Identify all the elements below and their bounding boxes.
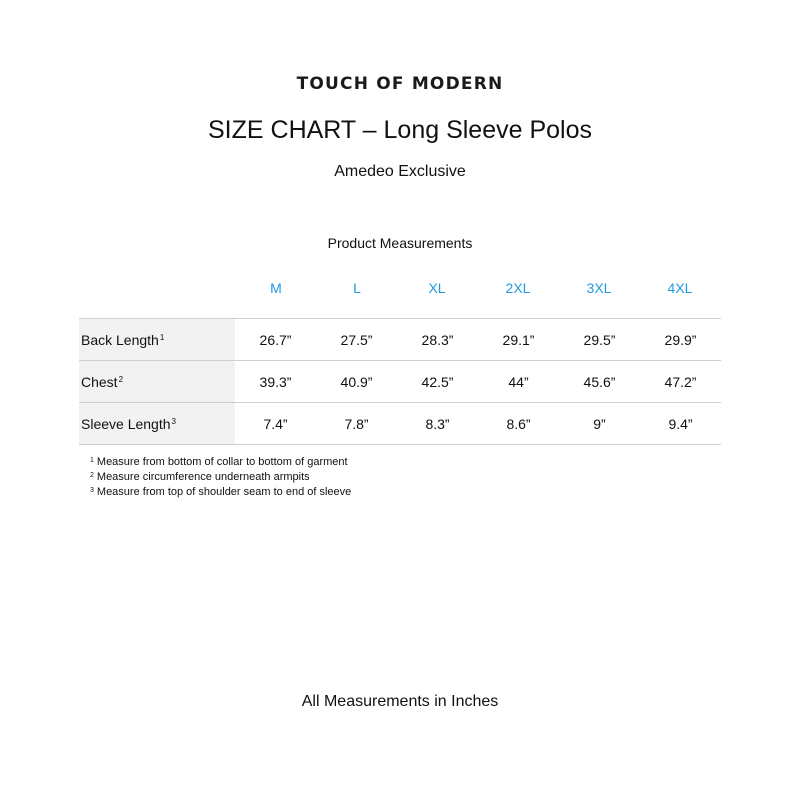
footnote-number: 1 bbox=[90, 457, 94, 464]
row-label bbox=[79, 319, 235, 361]
table-cell: 8.6” bbox=[478, 403, 559, 445]
table-cell: 42.5” bbox=[397, 361, 478, 403]
table-cell: 8.3” bbox=[397, 403, 478, 445]
table-cell: 29.5” bbox=[559, 319, 640, 361]
table-cell: 27.5” bbox=[316, 319, 397, 361]
brand-logo: TOUCH OF MODERN bbox=[296, 74, 504, 94]
table-cell: 39.3” bbox=[235, 361, 316, 403]
footnote-text: Measure from bottom of collar to bottom of garment bbox=[96, 456, 348, 468]
table-cell: 29.9” bbox=[640, 319, 721, 361]
row-label-text: Sleeve Length bbox=[81, 415, 171, 432]
table-cell: 47.2” bbox=[640, 361, 721, 403]
footnote-number: 3 bbox=[90, 487, 94, 494]
measurements-table bbox=[79, 318, 721, 445]
table-cell: 7.4” bbox=[235, 403, 316, 445]
footnote-1 bbox=[89, 454, 351, 469]
table-row-chest bbox=[79, 361, 721, 403]
table-cell: 29.1” bbox=[478, 319, 559, 361]
footnotes bbox=[89, 454, 351, 499]
table-cell: 7.8” bbox=[316, 403, 397, 445]
row-label-text: Chest bbox=[81, 373, 118, 390]
row-label bbox=[79, 361, 235, 403]
footnote-3 bbox=[89, 484, 351, 499]
table-cell: 40.9” bbox=[316, 361, 397, 403]
row-label bbox=[79, 403, 235, 445]
row-label-text: Back Length bbox=[81, 331, 159, 348]
footnote-text: Measure from top of shoulder seam to end of sleeve bbox=[96, 486, 352, 498]
size-label-l: L bbox=[353, 280, 361, 296]
table-cell: 45.6” bbox=[559, 361, 640, 403]
size-label-2xl: 2XL bbox=[505, 280, 531, 296]
size-label-3xl: 3XL bbox=[586, 280, 612, 296]
page-subtitle: Amedeo Exclusive bbox=[334, 163, 466, 180]
table-cell: 26.7” bbox=[235, 319, 316, 361]
section-title: Product Measurements bbox=[327, 235, 473, 251]
units-note: All Measurements in Inches bbox=[301, 693, 499, 710]
size-label-xl: XL bbox=[428, 280, 446, 296]
page-title: SIZE CHART – Long Sleeve Polos bbox=[208, 116, 592, 144]
table-cell: 44” bbox=[478, 361, 559, 403]
footnote-2 bbox=[89, 469, 351, 484]
table-cell: 28.3” bbox=[397, 319, 478, 361]
size-label-4xl: 4XL bbox=[667, 280, 693, 296]
footnote-text: Measure circumference underneath armpits bbox=[96, 471, 310, 483]
table-cell: 9” bbox=[559, 403, 640, 445]
footnote-number: 2 bbox=[90, 472, 94, 479]
table-row-sleeve-length bbox=[79, 403, 721, 445]
size-label-m: M bbox=[270, 280, 282, 296]
table-cell: 9.4” bbox=[640, 403, 721, 445]
size-header-row bbox=[0, 280, 800, 302]
footnote-ref: 1 bbox=[159, 332, 165, 342]
table-row-back-length bbox=[79, 319, 721, 361]
footnote-ref: 2 bbox=[118, 374, 124, 384]
footnote-ref: 3 bbox=[171, 416, 176, 426]
